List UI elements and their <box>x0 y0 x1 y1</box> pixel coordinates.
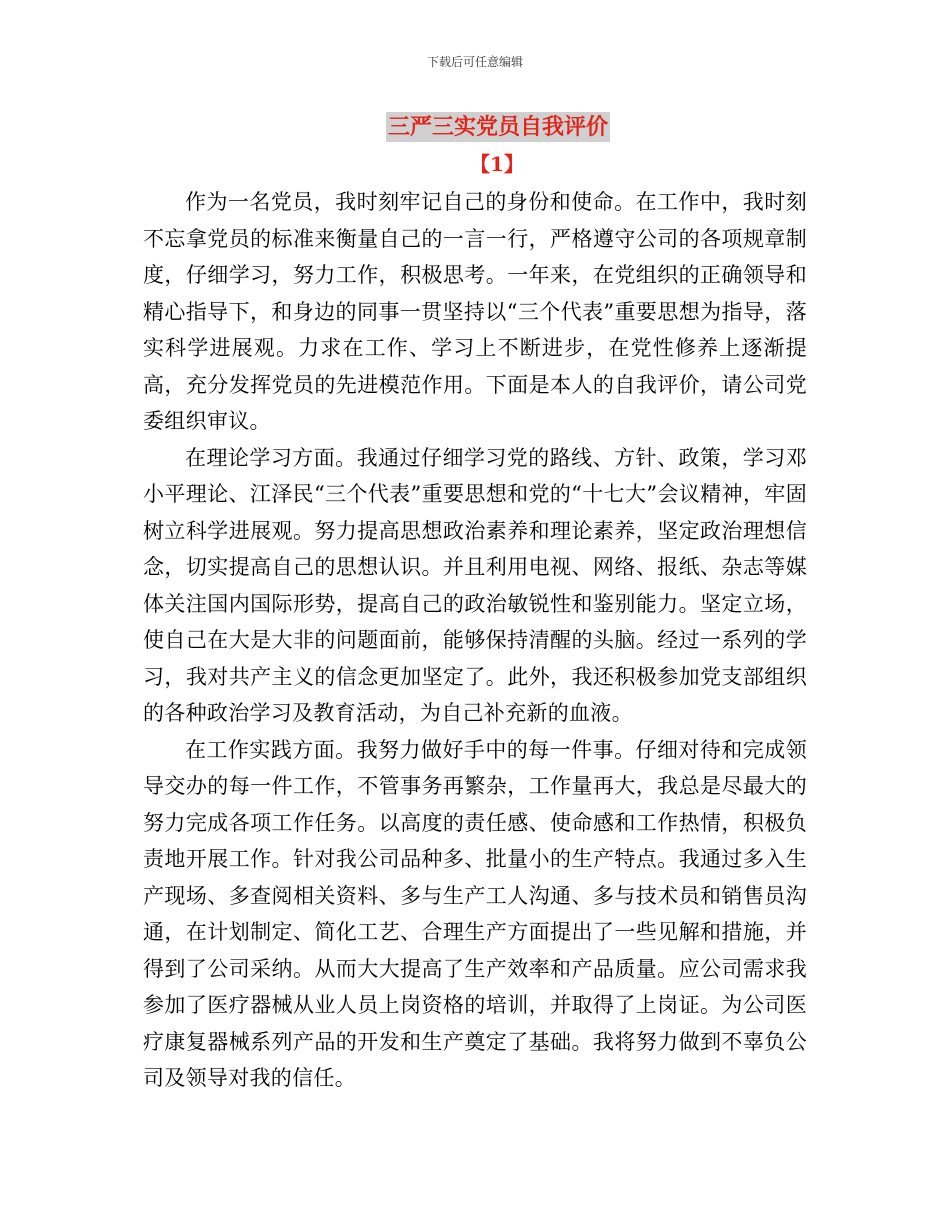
document-body <box>143 184 807 1097</box>
paragraph-work-practice: 在工作实践方面。我努力做好手中的每一件事。仔细对待和完成领导交办的每一件工作，不管事务再繁杂，工作量再大，我总是尽最大的努力完成各项工作任务。以高度的责任感、使命感和工作热情，积极负责地开展工作。针对我公司品种多、批量小的生产特点。我通过多入生产现场、多查阅相关资料、多与生产工人沟通、多与技术员和销售员沟通，在计划制定、简化工艺、合理生产方面提出了一些见解和措施，并得到了公司采纳。从而大大提高了生产效率和产品质量。应公司需求我参加了医疗器械从业人员上岗资格的培训，并取得了上岗证。为公司医疗康复器械系列产品的开发和生产奠定了基础。我将努力做到不辜负公司及领导对我的信任。 <box>143 737 807 1090</box>
paragraph-theory-study: 在理论学习方面。我通过仔细学习党的路线、方针、政策，学习邓小平理论、江泽民“三个代表”重要思想和党的“十七大”会议精神，牢固树立科学进展观。努力提高思想政治素养和理论素养，坚定政治理想信念，切实提高自己的思想认识。并且利用电视、网络、报纸、杂志等媒体关注国内国际形势，提高自己的政治敏锐性和鉴别能力。坚定立场，使自己在大是大非的问题面前，能够保持清醒的头脑。经过一系列的学习，我对共产主义的信念更加坚定了。此外，我还积极参加党支部组织的各种政治学习及教育活动，为自己补充新的血液。 <box>143 445 807 725</box>
section-number: 【1】 <box>470 152 524 176</box>
page-header-note: 下载后可任意编辑 <box>426 55 523 69</box>
paragraph-intro: 作为一名党员，我时刻牢记自己的身份和使命。在工作中，我时刻不忘拿党员的标准来衡量自己的一言一行，严格遵守公司的各项规章制度，仔细学习，努力工作，积极思考。一年来，在党组织的正确领导和精心指导下，和身边的同事一贯坚持以“三个代表”重要思想为指导，落实科学进展观。力求在工作、学习上不断进步，在党性修养上逐渐提高，充分发挥党员的先进模范作用。下面是本人的自我评价，请公司党委组织审议。 <box>143 190 807 433</box>
document-title: 三严三实党员自我评价 <box>387 114 608 140</box>
title-container <box>0 112 950 142</box>
